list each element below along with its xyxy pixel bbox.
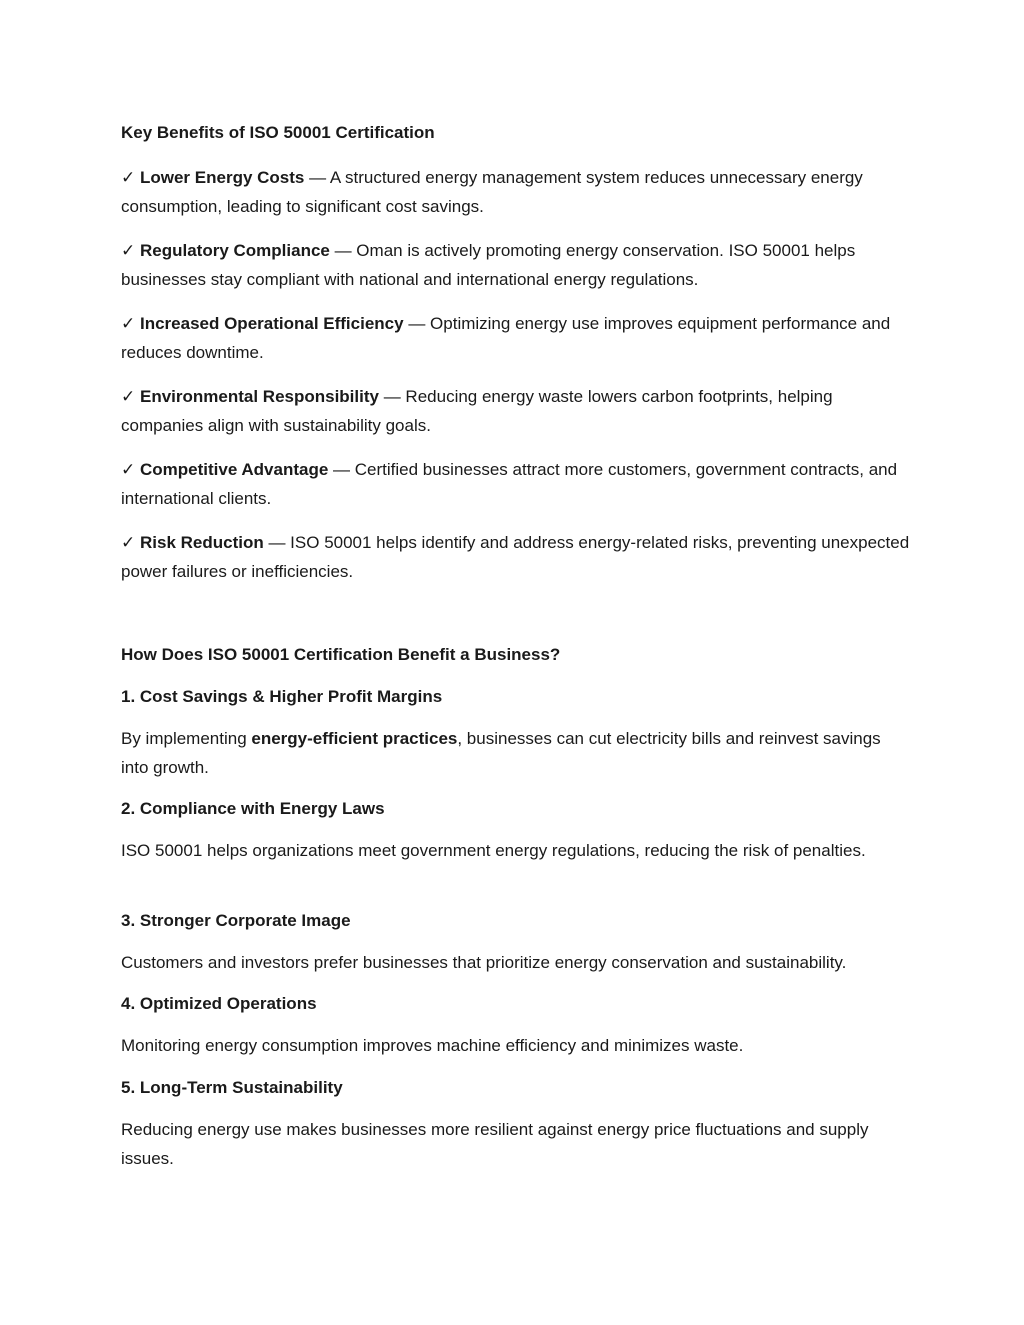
- subheading-long-term-sustainability: 5. Long-Term Sustainability: [121, 1078, 343, 1097]
- paragraph-compliance: ISO 50001 helps organizations meet government energy regulations, reducing the risk of penalties.: [121, 841, 866, 860]
- benefit-label: Risk Reduction: [139, 533, 264, 552]
- section-title-key-benefits: Key Benefits of ISO 50001 Certification: [121, 123, 435, 142]
- subheading-corporate-image: 3. Stronger Corporate Image: [121, 911, 351, 930]
- subheading-cost-savings: 1. Cost Savings & Higher Profit Margins: [121, 687, 443, 706]
- benefit-label: Lower Energy Costs: [139, 168, 305, 187]
- check-mark-icon: ✓: [121, 241, 136, 260]
- benefit-item-operational-efficiency: [121, 310, 911, 367]
- paragraph-cost-savings: By implementing energy-efficient practices, businesses can cut electricity bills and reinvest savings into growth.: [121, 729, 881, 777]
- paragraph-corporate-image: Customers and investors prefer businesses that prioritize energy conservation and sustainability.: [121, 953, 847, 972]
- benefit-text: — Oman is actively promoting energy conservation. ISO 50001 helps businesses stay compliant with national and international energy regulations.: [121, 241, 856, 289]
- check-mark-icon: ✓: [121, 387, 136, 406]
- emphasis-text: energy-efficient practices: [251, 729, 458, 748]
- benefit-text: — Certified businesses attract more customers, government contracts, and international clients.: [121, 460, 898, 508]
- benefit-label: Environmental Responsibility: [139, 387, 379, 406]
- paragraph-optimized-operations: Monitoring energy consumption improves machine efficiency and minimizes waste.: [121, 1036, 744, 1055]
- benefit-item-lower-energy-costs: [121, 164, 911, 221]
- benefit-item-environmental-responsibility: [121, 383, 911, 440]
- benefit-text: — A structured energy management system reduces unnecessary energy consumption, leading to significant cost savings.: [121, 168, 863, 216]
- benefit-item-competitive-advantage: [121, 456, 911, 513]
- paragraph-long-term-sustainability: Reducing energy use makes businesses more resilient against energy price fluctuations and supply issues.: [121, 1120, 869, 1168]
- benefit-item-regulatory-compliance: [121, 237, 911, 294]
- check-mark-icon: ✓: [121, 314, 136, 333]
- benefit-label: Regulatory Compliance: [139, 241, 330, 260]
- subheading-optimized-operations: 4. Optimized Operations: [121, 994, 317, 1013]
- check-mark-icon: ✓: [121, 460, 136, 479]
- subheading-compliance: 2. Compliance with Energy Laws: [121, 799, 385, 818]
- benefit-text: — ISO 50001 helps identify and address energy-related risks, preventing unexpected power failures or inefficiencies.: [121, 533, 910, 581]
- check-mark-icon: ✓: [121, 168, 136, 187]
- benefit-text: — Optimizing energy use improves equipment performance and reduces downtime.: [121, 314, 891, 362]
- section-title-how-does: How Does ISO 50001 Certification Benefit a Business?: [121, 645, 561, 664]
- benefit-text: — Reducing energy waste lowers carbon footprints, helping companies align with sustainability goals.: [121, 387, 833, 435]
- benefit-item-risk-reduction: [121, 529, 911, 586]
- check-mark-icon: ✓: [121, 533, 136, 552]
- benefit-label: Increased Operational Efficiency: [139, 314, 404, 333]
- benefit-label: Competitive Advantage: [139, 460, 329, 479]
